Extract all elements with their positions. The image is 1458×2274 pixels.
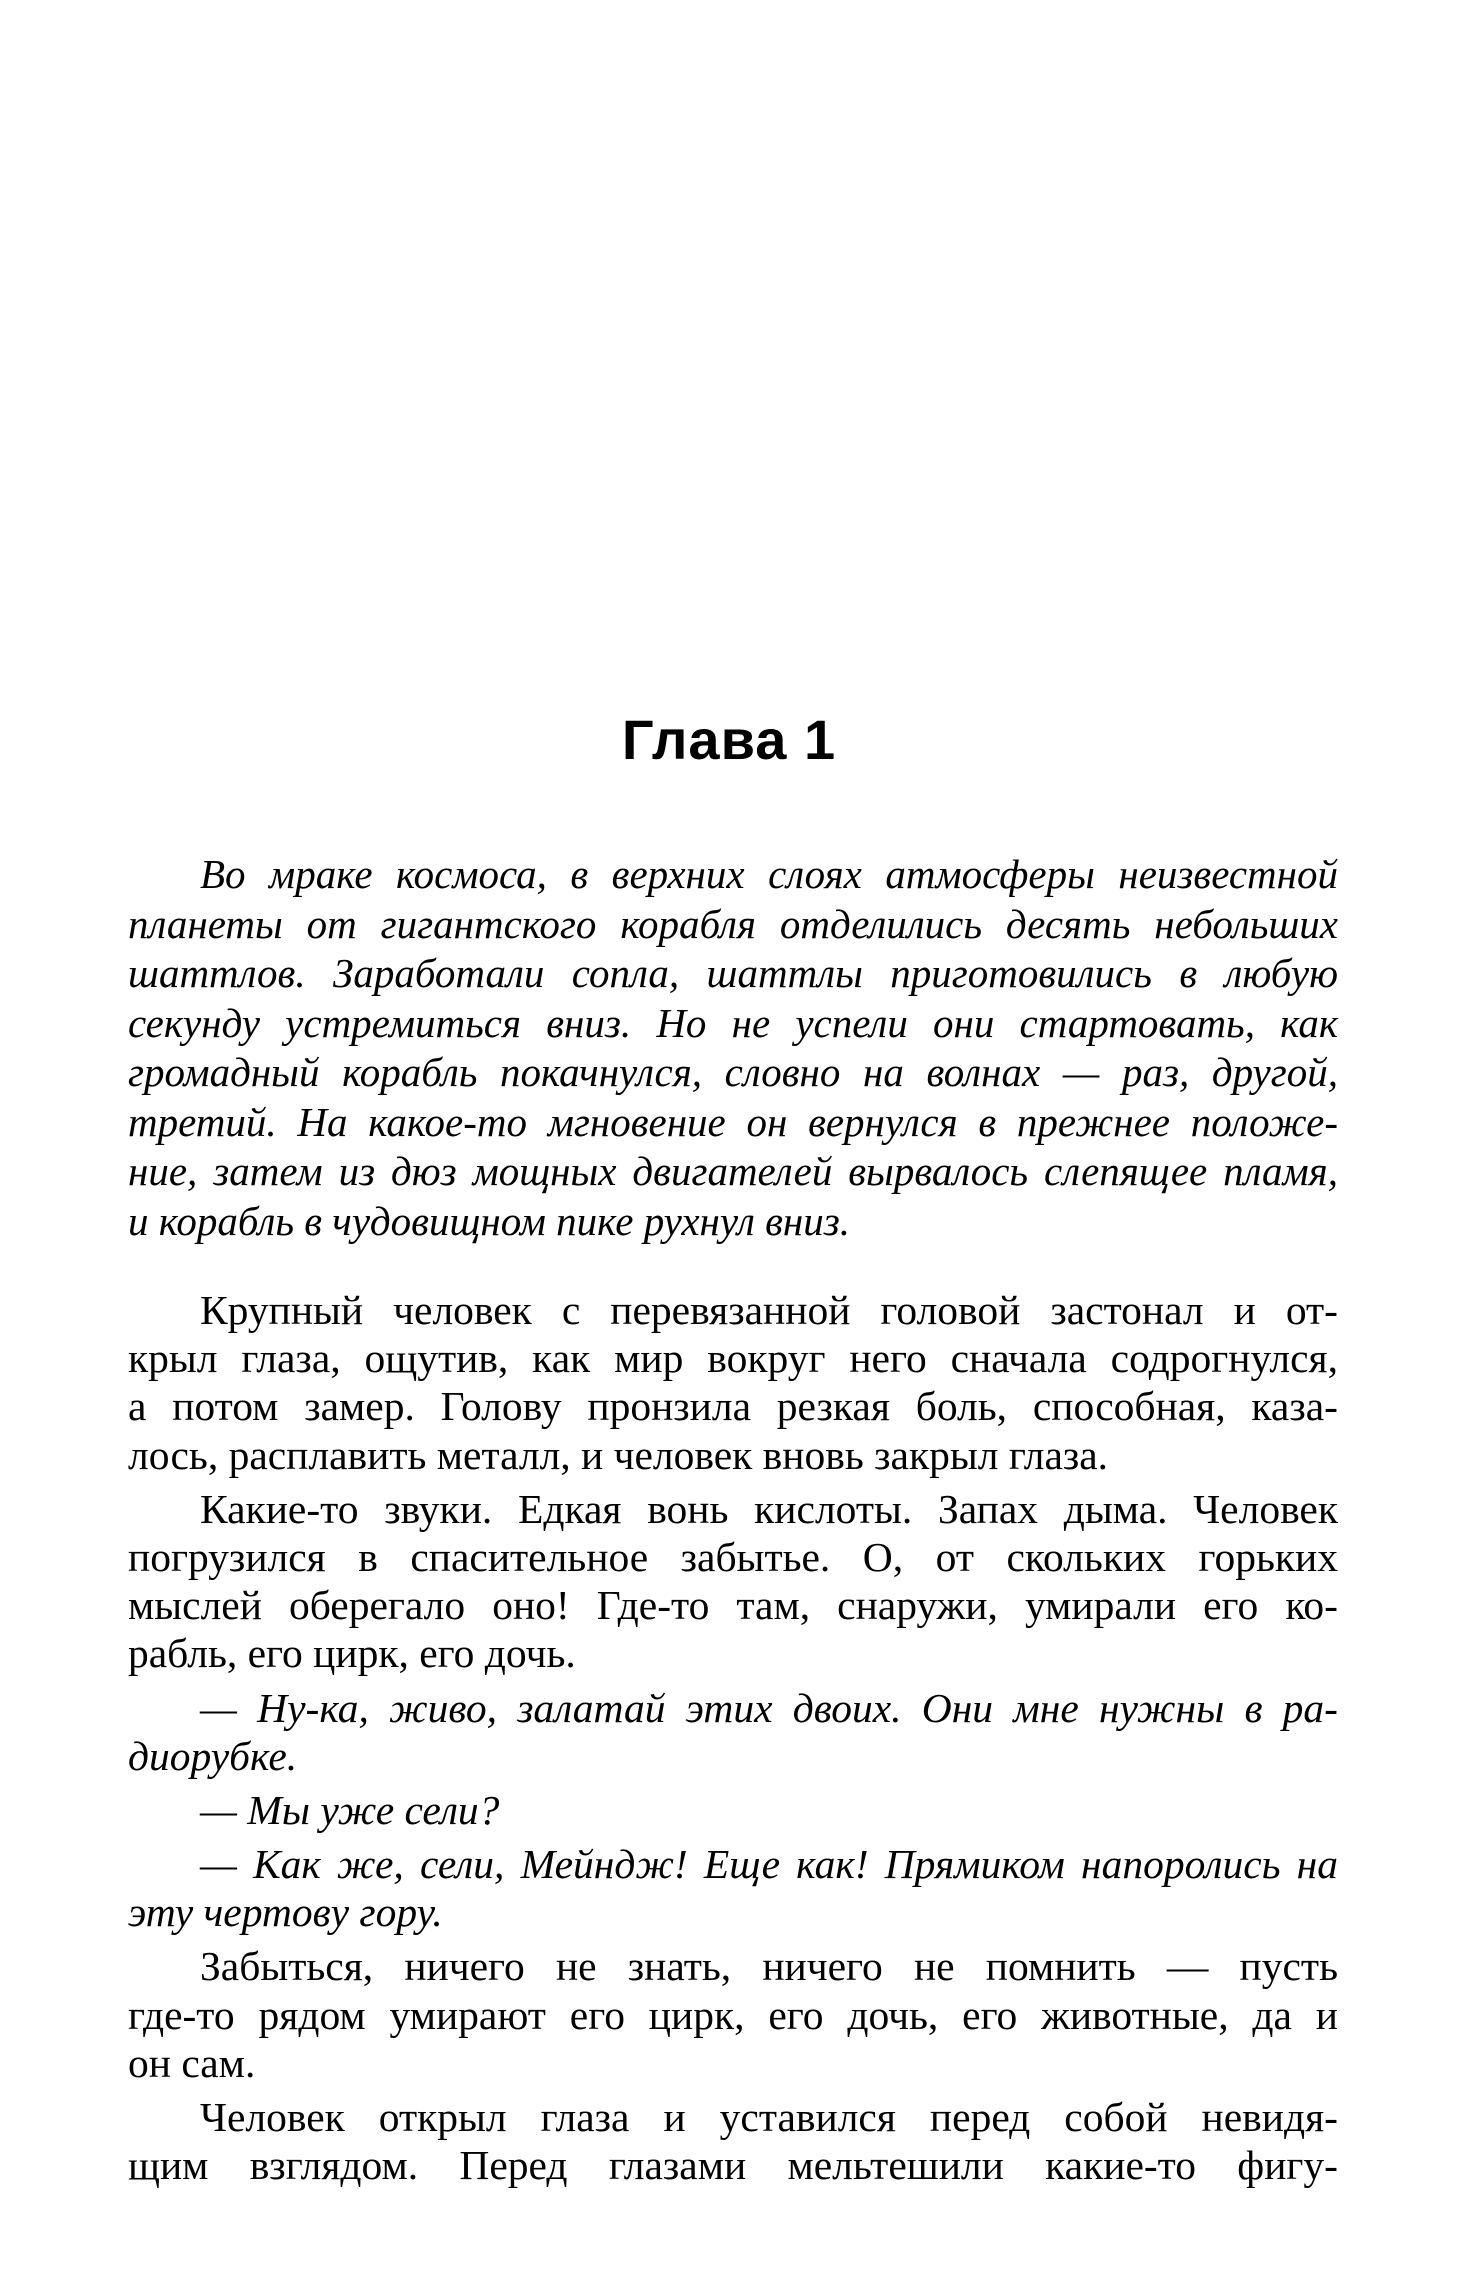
text-line: — Ну-ка, живо, залатай этих двоих. Они мне нужны в ра-	[200, 1684, 1338, 1731]
paragraph	[128, 1485, 1338, 1678]
text-line: — Мы уже сели?	[200, 1786, 500, 1833]
text-line: эту чертову гору.	[128, 1889, 443, 1936]
text-line: Крупный человек с перевязанной головой застонал и от-	[200, 1287, 1338, 1333]
epigraph-line: третий. На какое-то мгновение он вернулся в прежнее положе-	[128, 1098, 1338, 1145]
text-line: рабль, его цирк, его дочь.	[128, 1630, 576, 1677]
body-text	[128, 1286, 1338, 2195]
dialogue-line	[128, 1684, 1338, 1780]
text-line: Какие-то звуки. Едкая вонь кислоты. Запах дыма. Человек	[200, 1485, 1338, 1532]
text-line: крыл глаза, ощутив, как мир вокруг него сначала содрогнулся,	[128, 1335, 1338, 1382]
paragraph	[128, 2093, 1338, 2189]
text-line: диорубке.	[128, 1732, 298, 1779]
text-line: погрузился в спасительное забытье. О, от скольких горьких	[128, 1533, 1338, 1580]
text-line: он сам.	[128, 2039, 256, 2086]
epigraph-line: планеты от гигантского корабля отделились десять небольших	[128, 900, 1338, 947]
paragraph	[128, 1942, 1338, 2087]
paragraph	[128, 1286, 1338, 1479]
epigraph-line: Во мраке космоса, в верхних слоях атмосферы неизвестной	[200, 851, 1338, 897]
text-line: где-то рядом умирают его цирк, его дочь, его животные, да и	[128, 1991, 1338, 2038]
epigraph-line: громадный корабль покачнулся, словно на волнах — раз, другой,	[128, 1049, 1338, 1095]
text-line: а потом замер. Голову пронзила резкая боль, способная, каза-	[128, 1383, 1338, 1430]
text-line: Забыться, ничего не знать, ничего не помнить — пусть	[200, 1943, 1338, 1990]
chapter-title: Глава 1	[621, 708, 837, 771]
epigraph-line: шаттлов. Заработали сопла, шаттлы приготовились в любую	[128, 950, 1338, 996]
epigraph	[128, 850, 1338, 1246]
text-line: — Как же, сели, Мейндж! Еще как! Прямиком напоролись на	[200, 1841, 1338, 1888]
text-line: мыслей оберегало оно! Где-то там, снаружи, умирали его ко-	[128, 1582, 1338, 1629]
epigraph-line: секунду устремиться вниз. Но не успели они стартовать, как	[128, 999, 1338, 1046]
epigraph-line: и корабль в чудовищном пике рухнул вниз.	[128, 1197, 850, 1244]
dialogue-line	[128, 1786, 1338, 1834]
epigraph-line: ние, затем из дюз мощных двигателей вырвалось слепящее пламя,	[128, 1148, 1338, 1194]
dialogue-line	[128, 1840, 1338, 1936]
text-line: лось, расплавить металл, и человек вновь закрыл глаза.	[128, 1431, 1109, 1478]
text-line: Человек открыл глаза и уставился перед собой невидя-	[200, 2094, 1338, 2140]
text-line: щим взглядом. Перед глазами мельтешили какие-то фигу-	[128, 2142, 1338, 2189]
